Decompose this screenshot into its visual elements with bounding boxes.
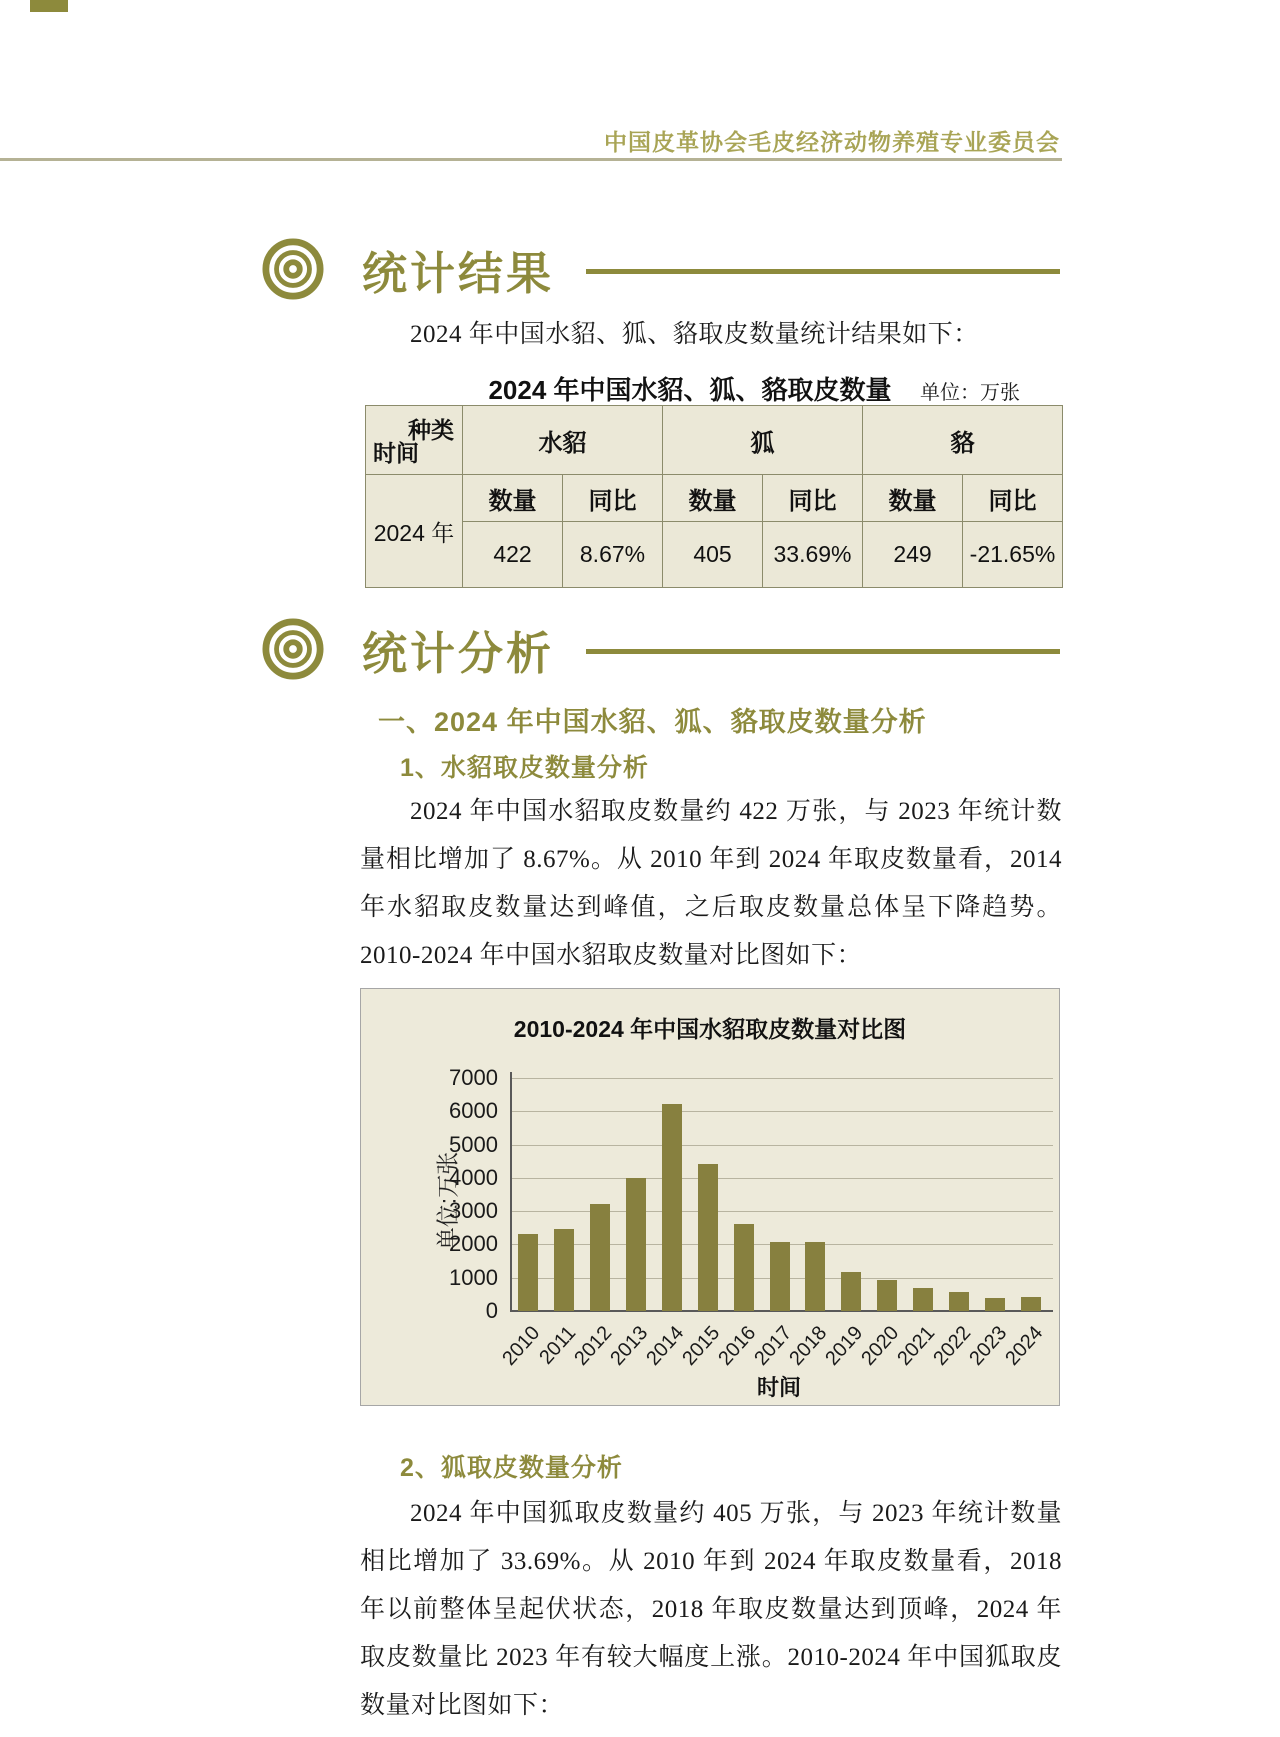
mink-bar-chart — [360, 988, 1060, 1406]
chart-gridline — [510, 1178, 1053, 1179]
analysis-heading-1: 一、2024 年中国水貂、狐、貉取皮数量分析 — [378, 707, 927, 737]
y-axis-label: 单位:万张 — [434, 1151, 461, 1251]
y-tick-label: 6000 — [449, 1098, 498, 1124]
cell-fox-yoy: 33.69% — [763, 522, 863, 588]
pelt-statistics-table — [365, 405, 1063, 588]
chart-bar — [949, 1292, 969, 1311]
subheader-mink-qty: 数量 — [463, 475, 563, 522]
subheader-raccoon-qty: 数量 — [863, 475, 963, 522]
x-tick-label: 2024 — [1001, 1322, 1048, 1370]
y-tick-label: 3000 — [449, 1198, 498, 1224]
corner-label-time: 时间 — [373, 440, 419, 466]
chart-gridline — [510, 1111, 1053, 1112]
x-tick-label: 2018 — [785, 1322, 832, 1370]
chart-bar — [877, 1280, 897, 1311]
chart-bar — [770, 1242, 790, 1311]
subheader-raccoon-yoy: 同比 — [963, 475, 1063, 522]
x-tick-label: 2023 — [965, 1322, 1012, 1370]
chart-bar — [913, 1288, 933, 1311]
section-rule — [586, 649, 1060, 654]
chart-bar — [985, 1298, 1005, 1311]
y-tick-label: 7000 — [449, 1065, 498, 1090]
x-axis-label: 时间 — [756, 1375, 801, 1400]
y-tick-label: 5000 — [449, 1131, 498, 1157]
intro-paragraph: 2024 年中国水貂、狐、貉取皮数量统计结果如下： — [410, 321, 979, 348]
col-header-mink: 水貂 — [463, 406, 663, 475]
x-tick-label: 2022 — [929, 1322, 976, 1370]
section-title-results: 统计结果 — [362, 247, 555, 299]
col-header-raccoon: 貉 — [863, 406, 1063, 475]
x-tick-label: 2020 — [857, 1322, 904, 1370]
x-tick-label: 2012 — [570, 1322, 617, 1370]
chart-bar — [841, 1272, 861, 1311]
x-tick-label: 2013 — [605, 1322, 653, 1370]
bullseye-icon — [262, 618, 324, 680]
corner-label-species: 种类 — [408, 417, 454, 443]
cell-fox-qty: 405 — [663, 522, 763, 588]
chart-bar — [662, 1104, 682, 1311]
x-tick-label: 2015 — [677, 1322, 724, 1370]
corner-cell — [366, 406, 463, 475]
y-tick-label: 0 — [485, 1298, 498, 1323]
chart-bar — [590, 1204, 610, 1311]
mink-heading: 1、水貂取皮数量分析 — [400, 754, 649, 782]
header-organization: 中国皮革协会毛皮经济动物养殖专业委员会 — [604, 129, 1060, 155]
subheader-mink-yoy: 同比 — [563, 475, 663, 522]
y-tick-label: 2000 — [449, 1231, 498, 1257]
cell-mink-yoy: 8.67% — [563, 522, 663, 588]
y-tick-label: 1000 — [449, 1264, 498, 1290]
table-unit: 单位：万张 — [920, 382, 1020, 404]
chart-bar — [698, 1164, 718, 1311]
section-rule — [586, 269, 1060, 274]
cell-mink-qty: 422 — [463, 522, 563, 588]
chart-bar — [1021, 1297, 1041, 1311]
x-tick-label: 2016 — [713, 1322, 760, 1370]
col-header-fox: 狐 — [663, 406, 863, 475]
x-tick-label: 2014 — [641, 1322, 689, 1370]
x-tick-label: 2017 — [749, 1322, 796, 1370]
chart-bar — [554, 1229, 574, 1311]
page-corner-mark — [30, 0, 68, 12]
bullseye-icon — [262, 238, 324, 300]
section-title-analysis: 统计分析 — [362, 627, 555, 679]
x-tick-label: 2010 — [498, 1322, 545, 1370]
x-tick-label: 2011 — [535, 1322, 581, 1369]
fox-heading: 2、狐取皮数量分析 — [400, 1454, 623, 1482]
x-tick-label: 2021 — [893, 1322, 940, 1370]
subheader-fox-qty: 数量 — [663, 475, 763, 522]
chart-gridline — [510, 1078, 1053, 1079]
chart-title: 2010-2024 年中国水貂取皮数量对比图 — [513, 1016, 907, 1042]
subheader-fox-yoy: 同比 — [763, 475, 863, 522]
mink-paragraph: 2024 年中国水貂取皮数量约 422 万张，与 2023 年统计数量相比增加了 8.67%。从 2010 年到 2024 年取皮数量看，2014 年水貂取皮数量达到峰值，之后取皮数量总体呈下降趋势。2010-2024 年中国水貂取皮数量对比图如下： — [360, 798, 1062, 969]
row-label-2024: 2024 年 — [366, 475, 463, 588]
cell-raccoon-qty: 249 — [863, 522, 963, 588]
chart-bar — [518, 1234, 538, 1311]
chart-gridline — [510, 1145, 1053, 1146]
cell-raccoon-yoy: -21.65% — [963, 522, 1063, 588]
x-tick-label: 2019 — [821, 1322, 868, 1370]
section-heading-analysis — [262, 616, 1060, 682]
chart-y-axis — [510, 1072, 512, 1311]
section-heading-results — [262, 236, 1060, 302]
chart-bar — [626, 1178, 646, 1311]
header-rule — [0, 158, 1062, 161]
y-tick-label: 4000 — [449, 1164, 498, 1190]
fox-paragraph: 2024 年中国狐取皮数量约 405 万张，与 2023 年统计数量相比增加了 33.69%。从 2010 年到 2024 年取皮数量看，2018 年以前整体呈起伏状态，2018 年取皮数量达到顶峰，2024 年取皮数量比 2023 年有较大幅度上涨。2010-2024 年中国狐取皮数量对比图如下： — [360, 1500, 1062, 1719]
chart-bar — [805, 1242, 825, 1311]
table-title: 2024 年中国水貂、狐、貉取皮数量 — [488, 375, 892, 405]
chart-bar — [734, 1224, 754, 1311]
